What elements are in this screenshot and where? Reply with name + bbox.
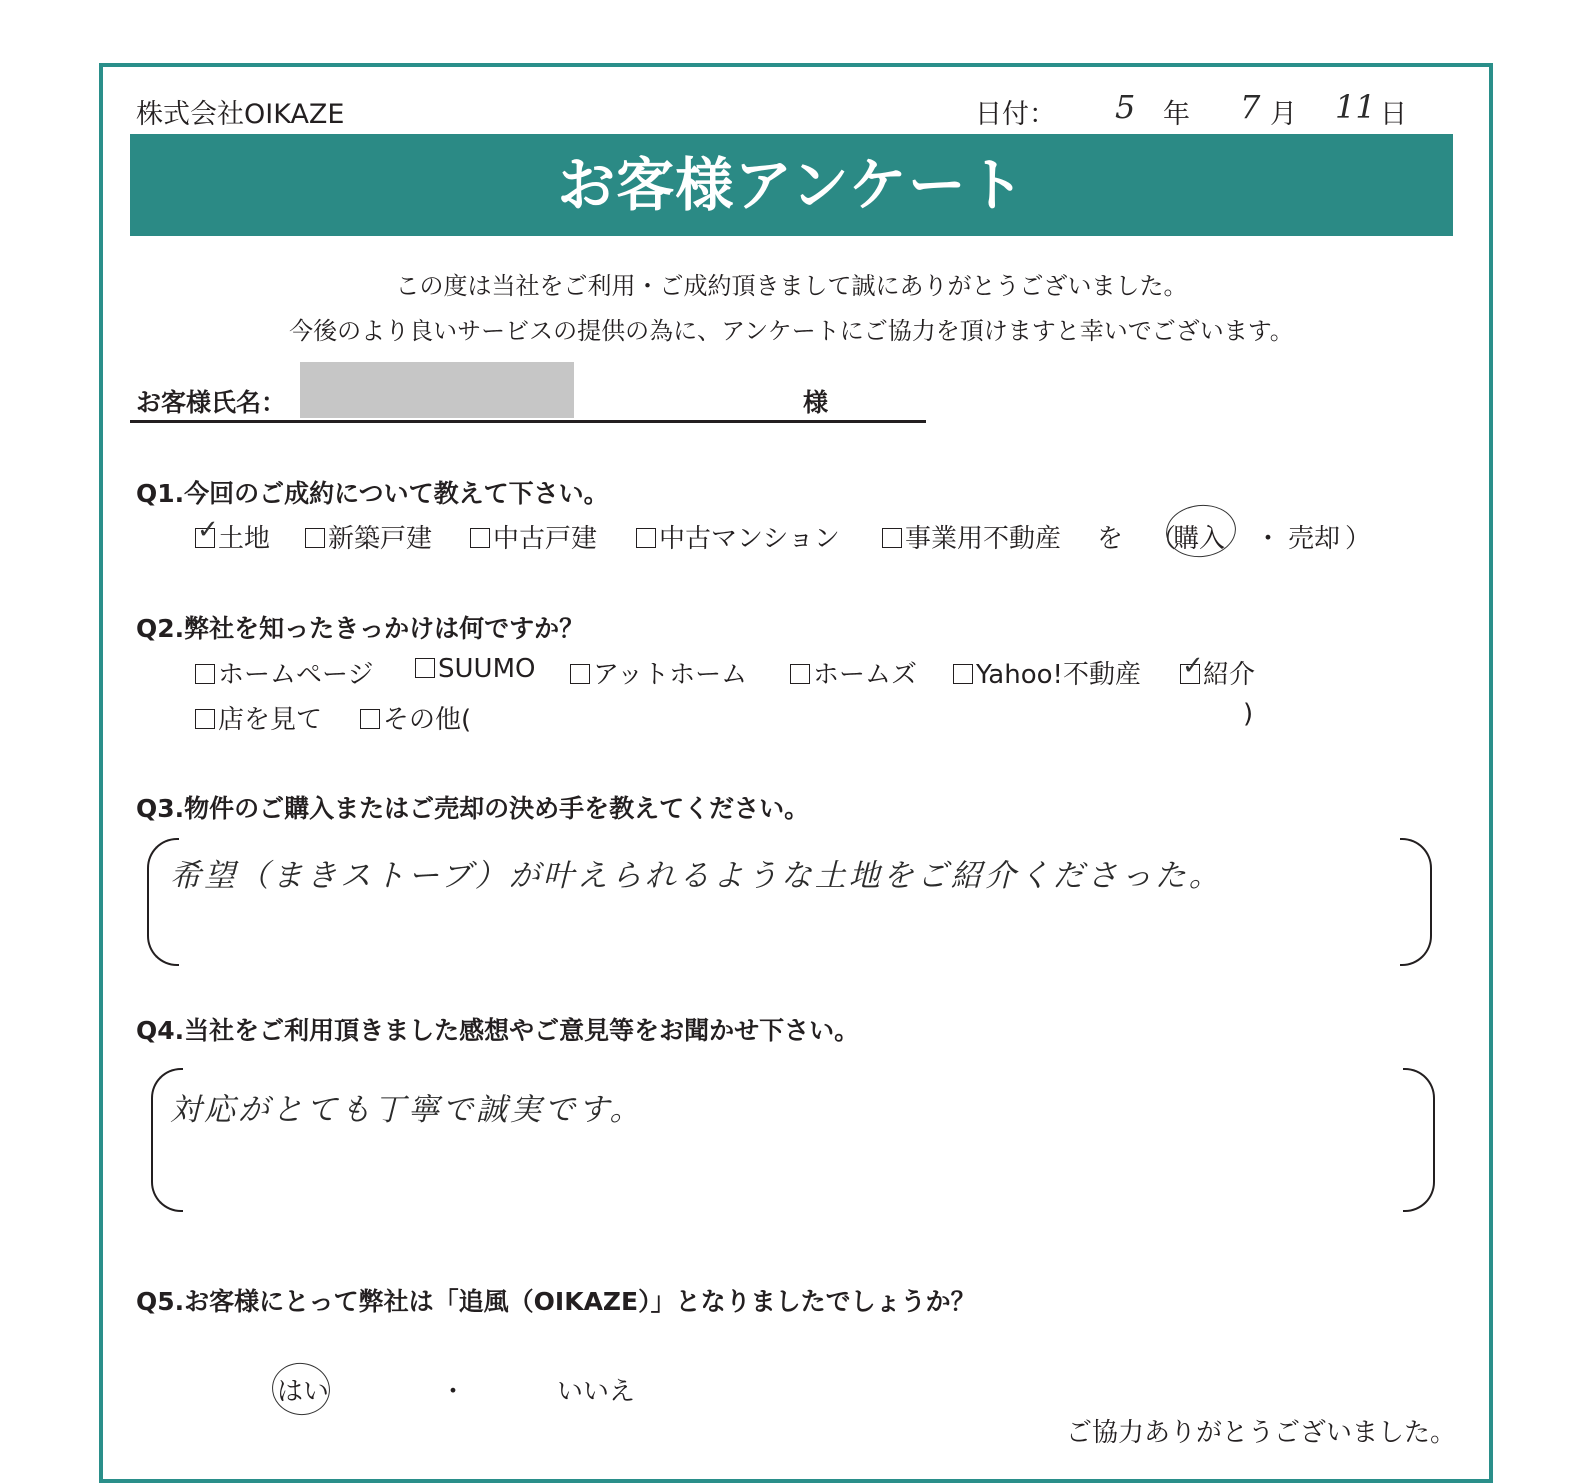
question-4: Q4.当社をご利用頂きました感想やご意見等をお聞かせ下さい。 <box>136 1016 860 1045</box>
q1-buy[interactable]: 購入 <box>1173 524 1226 554</box>
option-label: 事業用不動産 <box>905 524 1062 554</box>
checkbox[interactable] <box>305 528 325 548</box>
q1-sell[interactable]: 売却 <box>1288 524 1341 554</box>
checkbox[interactable] <box>882 528 902 548</box>
checkbox[interactable] <box>790 664 810 684</box>
option-label: その他( <box>383 705 472 735</box>
q1-option-land[interactable] <box>195 515 271 555</box>
option-label: ホームページ <box>218 660 374 690</box>
customer-name-underline <box>130 420 926 423</box>
q2-option-homes[interactable] <box>790 654 917 691</box>
customer-name-suffix: 様 <box>803 388 829 417</box>
checkbox[interactable] <box>636 528 656 548</box>
customer-name-label: お客様氏名： <box>136 388 287 417</box>
customer-name-redacted <box>300 362 574 418</box>
option-label: SUUMO <box>438 654 536 684</box>
date-day-unit: 日 <box>1380 99 1407 130</box>
page-title: お客様アンケート <box>557 151 1026 219</box>
q2-option-yahoo[interactable] <box>953 654 1141 691</box>
option-label: 土地 <box>218 524 271 554</box>
checkbox[interactable] <box>1180 651 1204 684</box>
date-month-value: 7 <box>1240 88 1261 126</box>
checkbox[interactable] <box>953 664 973 684</box>
checkbox[interactable] <box>195 664 215 684</box>
date-month-unit: 月 <box>1270 99 1297 130</box>
q1-paren-open: （ <box>1150 524 1177 554</box>
option-label: 中古マンション <box>659 524 840 554</box>
q5-no[interactable]: いいえ <box>557 1377 636 1407</box>
question-5: Q5.お客様にとって弊社は「追風（OIKAZE）」となりましたでしょうか？ <box>136 1287 976 1316</box>
q2-option-suumo[interactable] <box>415 654 535 684</box>
intro-line-1: この度は当社をご利用・ご成約頂きまして誠にありがとうございました。 <box>395 272 1188 300</box>
q1-dot: ・ <box>1255 524 1282 554</box>
question-3: Q3.物件のご購入またはご売却の決め手を教えてください。 <box>136 794 810 823</box>
q2-other-close-paren: ) <box>1243 699 1254 729</box>
q1-option-commercial[interactable] <box>882 518 1061 555</box>
checkmark-icon: ✓ <box>1182 651 1204 681</box>
option-label: 紹介 <box>1203 660 1256 690</box>
q1-option-used-condo[interactable] <box>636 518 840 555</box>
date-year-unit: 年 <box>1163 99 1190 130</box>
q2-option-athome[interactable] <box>570 654 747 691</box>
checkbox[interactable] <box>570 664 590 684</box>
question-1: Q1.今回のご成約について教えて下さい。 <box>136 479 609 508</box>
date-year-value: 5 <box>1115 88 1136 126</box>
question-2: Q2.弊社を知ったきっかけは何ですか？ <box>136 614 585 643</box>
option-label: アットホーム <box>593 660 748 690</box>
checkbox[interactable] <box>470 528 490 548</box>
checkbox[interactable] <box>195 515 219 548</box>
option-label: 店を見て <box>218 705 323 735</box>
checkbox[interactable] <box>195 709 215 729</box>
q4-bracket-right <box>1403 1068 1435 1212</box>
q1-option-used-house[interactable] <box>470 518 597 555</box>
company-name: 株式会社OIKAZE <box>136 99 345 130</box>
intro-line-2: 今後のより良いサービスの提供の為に、アンケートにご協力を頂けますと幸いでございます。 <box>289 317 1294 345</box>
q4-answer[interactable]: 対応がとても丁寧で誠実です。 <box>170 1092 644 1128</box>
q2-option-other[interactable] <box>360 699 471 736</box>
q3-bracket-right <box>1400 838 1432 966</box>
option-label: 中古戸建 <box>493 524 598 554</box>
checkmark-icon: ✓ <box>197 515 219 545</box>
date-day-value: 11 <box>1335 88 1376 126</box>
q5-dot: ・ <box>440 1377 467 1407</box>
q1-paren-close: ） <box>1345 524 1372 554</box>
q5-yes[interactable]: はい <box>277 1377 330 1407</box>
option-label: ホームズ <box>813 660 918 690</box>
q2-option-referral[interactable] <box>1180 651 1256 691</box>
q1-option-new-house[interactable] <box>305 518 432 555</box>
q1-wo: を <box>1097 524 1124 554</box>
option-label: Yahoo!不動産 <box>976 660 1141 690</box>
q2-option-store[interactable] <box>195 699 322 736</box>
closing-message: ご協力ありがとうございました。 <box>1066 1418 1457 1448</box>
q2-option-homepage[interactable] <box>195 654 373 691</box>
checkbox[interactable] <box>360 709 380 729</box>
option-label: 新築戸建 <box>328 524 433 554</box>
date-label: 日付： <box>975 99 1056 130</box>
checkbox[interactable] <box>415 658 435 678</box>
q3-answer[interactable]: 希望（まきストーブ）が叶えられるような土地をご紹介くださった。 <box>170 858 1223 894</box>
